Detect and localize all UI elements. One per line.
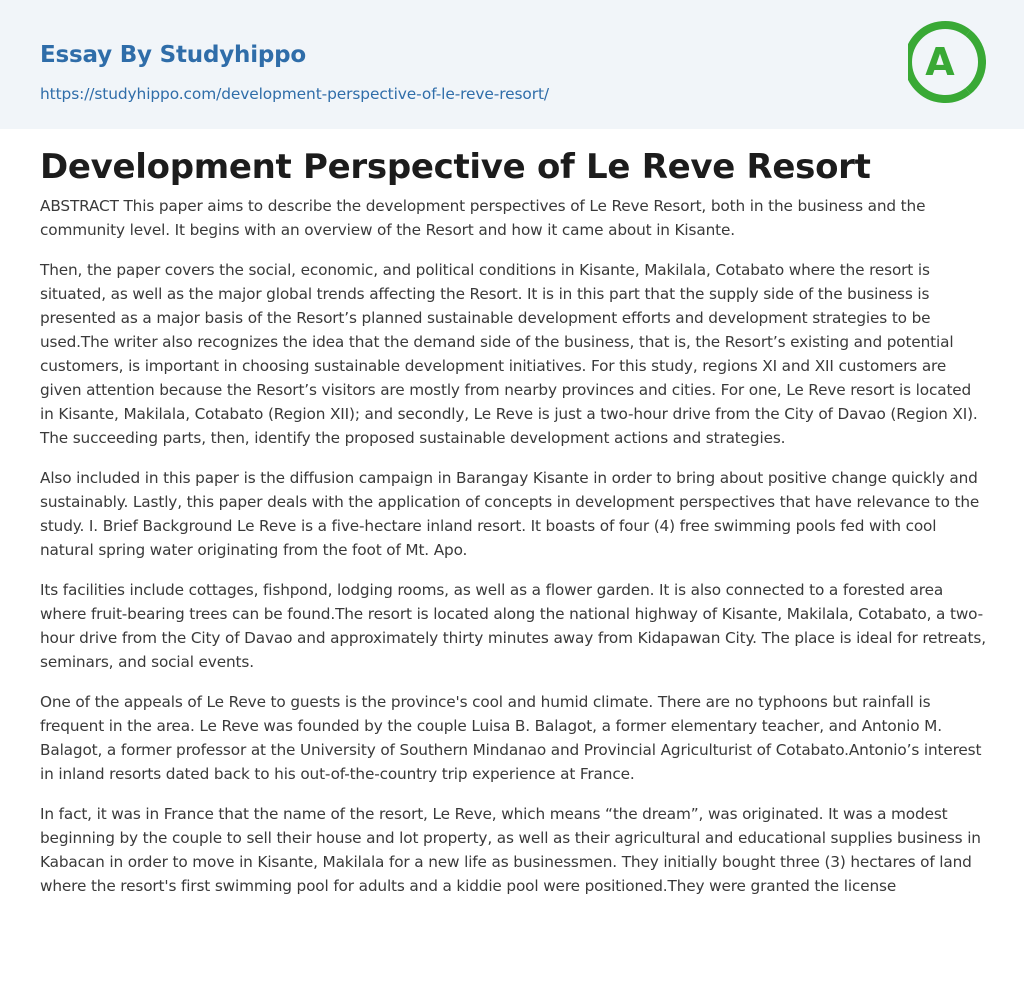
logo-letter: A — [925, 40, 955, 84]
essay-url-link[interactable]: https://studyhippo.com/development-perspective-of-le-reve-resort/ — [40, 85, 549, 103]
site-brand[interactable]: Essay By Studyhippo — [40, 42, 307, 68]
article-paragraph: Its facilities include cottages, fishpond, lodging rooms, as well as a flower garden. It is also connected to a forested area where fruit-bearing trees can be found.The resort is located along the national highway of Kisante, Makilala, Cotabato, a two-hour drive from the City of Davao and approximately thirty minutes away from Kidapawan City. The place is ideal for retreats, seminars, and social events. — [40, 581, 986, 671]
studyhippo-logo-icon[interactable] — [908, 19, 986, 105]
article-title: Development Perspective of Le Reve Resort — [40, 147, 871, 187]
article-paragraph: ABSTRACT This paper aims to describe the development perspectives of Le Reve Resort, both in the business and the community level. It begins with an overview of the Resort and how it came about in Kisante. — [40, 197, 926, 239]
article-paragraph: Then, the paper covers the social, economic, and political conditions in Kisante, Makilala, Cotabato where the resort is situated, as well as the major global trends affecting the Resort. It is in this part that the supply side of the business is presented as a major basis of the Resort’s planned sustainable development efforts and development strategies to be used.The writer also recognizes the idea that the demand side of the business, that is, the Resort’s existing and potential customers, is important in choosing sustainable development initiatives. For this study, regions XI and XII customers are given attention because the Resort’s visitors are mostly from nearby provinces and cities. For one, Le Reve resort is located in Kisante, Makilala, Cotabato (Region XII); and secondly, Le Reve is just a two-hour drive from the City of Davao (Region XI). The succeeding parts, then, identify the proposed sustainable development actions and strategies. — [40, 261, 978, 447]
article-body — [40, 194, 988, 914]
article-paragraph: Also included in this paper is the diffusion campaign in Barangay Kisante in order to bring about positive change quickly and sustainably. Lastly, this paper deals with the application of concepts in development perspectives that have relevance to the study. I. Brief Background Le Reve is a five-hectare inland resort. It boasts of four (4) free swimming pools fed with cool natural spring water originating from the foot of Mt. Apo. — [40, 469, 980, 559]
article-paragraph: In fact, it was in France that the name of the resort, Le Reve, which means “the dream”, was originated. It was a modest beginning by the couple to sell their house and lot property, as well as their agricultural and educational supplies business in Kabacan in order to move in Kisante, Makilala for a new life as businessmen. They initially bought three (3) hectares of land where the resort's first swimming pool for adults and a kiddie pool were positioned.They were granted the license — [40, 805, 981, 895]
article-paragraph: One of the appeals of Le Reve to guests is the province's cool and humid climate. There are no typhoons but rainfall is frequent in the area. Le Reve was founded by the couple Luisa B. Balagot, a former elementary teacher, and Antonio M. Balagot, a former professor at the University of Southern Mindanao and Provincial Agriculturist of Cotabato.Antonio’s interest in inland resorts dated back to his out-of-the-country trip experience at France. — [40, 693, 982, 783]
